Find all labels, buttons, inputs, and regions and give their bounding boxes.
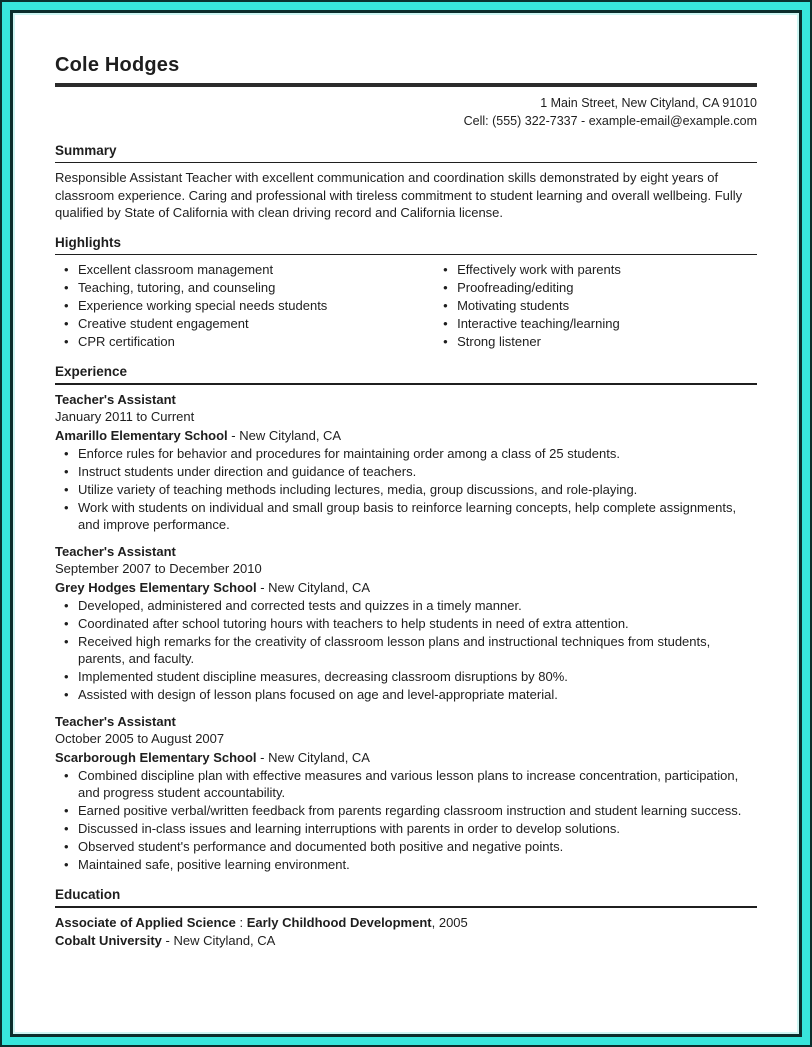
job-dates: September 2007 to December 2010 xyxy=(55,560,262,576)
summary-section xyxy=(55,143,757,222)
job-bullet: • Enforce rules for behavior and procedures for maintaining order among a class of 25 students. xyxy=(55,445,757,463)
highlights-right-list xyxy=(434,261,757,351)
job-title: Teacher's Assistant xyxy=(55,391,176,407)
experience-heading: Experience xyxy=(55,364,757,385)
job-title: Teacher's Assistant xyxy=(55,713,176,729)
job-bullet: • Maintained safe, positive learning environment. xyxy=(55,856,757,874)
contact-cell-email: Cell: (555) 322-7337 - example-email@example.com xyxy=(463,114,757,128)
job-bullet-list xyxy=(55,597,757,704)
highlights-section xyxy=(55,235,757,351)
job-bullet: • Instruct students under direction and guidance of teachers. xyxy=(55,463,757,481)
job-bullet-list xyxy=(55,767,757,874)
highlight-item: • Excellent classroom management xyxy=(55,261,434,279)
summary-heading: Summary xyxy=(55,143,757,163)
highlight-item: • Interactive teaching/learning xyxy=(434,315,757,333)
job-bullet: • Implemented student discipline measures, decreasing classroom disruptions by 80%. xyxy=(55,668,757,686)
name-divider xyxy=(55,83,757,87)
job-school-name: Scarborough Elementary School xyxy=(55,749,257,765)
summary-text: Responsible Assistant Teacher with excellent communication and coordination skills demonstrated by eight years of classroom experience. Caring and professional with tireless commitment to student learning and overall wellbeing. Fully qualified by State of California with clean driving record and California license. xyxy=(55,170,743,220)
job-bullet: • Assisted with design of lesson plans focused on age and level-appropriate material. xyxy=(55,686,757,704)
experience-section xyxy=(55,364,757,874)
highlights-left-list xyxy=(55,261,434,351)
job-school-line xyxy=(55,579,757,596)
highlights-columns xyxy=(55,261,757,351)
job-bullet: • Earned positive verbal/written feedback from parents regarding classroom instruction and student learning success. xyxy=(55,802,757,820)
highlight-item: • CPR certification xyxy=(55,333,434,351)
highlight-item: • Motivating students xyxy=(434,297,757,315)
highlight-item: • Strong listener xyxy=(434,333,757,351)
education-school-name: Cobalt University xyxy=(55,933,162,948)
education-school-location: - New Cityland, CA xyxy=(161,933,276,948)
job-school-line xyxy=(55,749,757,766)
job-bullet: • Developed, administered and corrected tests and quizzes in a timely manner. xyxy=(55,597,757,615)
contact-block xyxy=(55,94,757,130)
job-bullet: • Coordinated after school tutoring hours with teachers to help students in need of extra attention. xyxy=(55,615,757,633)
contact-address: 1 Main Street, New Cityland, CA 91010 xyxy=(540,96,757,110)
job-bullet-list xyxy=(55,445,757,534)
highlight-item: • Proofreading/editing xyxy=(434,279,757,297)
job-entry xyxy=(55,543,757,704)
job-school-line xyxy=(55,427,757,444)
education-section xyxy=(55,887,757,951)
job-bullet: • Work with students on individual and small group basis to reinforce learning concepts, help complete assignments, and improve performance. xyxy=(55,499,757,534)
job-bullet: • Discussed in-class issues and learning interruptions with parents in order to develop solutions. xyxy=(55,820,757,838)
job-school-name: Amarillo Elementary School xyxy=(55,427,228,443)
highlight-item: • Creative student engagement xyxy=(55,315,434,333)
job-dates: October 2005 to August 2007 xyxy=(55,730,225,746)
highlight-item: • Teaching, tutoring, and counseling xyxy=(55,279,434,297)
resume-name: Cole Hodges xyxy=(55,54,180,76)
degree-separator: : xyxy=(235,914,247,930)
job-location: - New Cityland, CA xyxy=(260,579,371,595)
degree-year: , 2005 xyxy=(431,914,468,930)
highlights-heading: Highlights xyxy=(55,235,757,255)
job-bullet: • Received high remarks for the creativity of classroom lesson plans and instructional techniques from students, parents, and faculty. xyxy=(55,633,757,668)
job-entry xyxy=(55,391,757,534)
highlight-item: • Experience working special needs students xyxy=(55,297,434,315)
job-dates: January 2011 to Current xyxy=(55,408,195,424)
job-school-name: Grey Hodges Elementary School xyxy=(55,579,257,595)
degree-field: Early Childhood Development xyxy=(246,914,432,930)
education-degree-line xyxy=(55,914,757,933)
job-bullet: • Observed student's performance and documented both positive and negative points. xyxy=(55,838,757,856)
job-bullet: • Combined discipline plan with effective measures and various lesson plans to increase concentration, participation, and progress student accountability. xyxy=(55,767,757,802)
resume-document xyxy=(13,13,799,1034)
job-location: - New Cityland, CA xyxy=(231,427,342,443)
education-heading: Education xyxy=(55,887,757,908)
job-title: Teacher's Assistant xyxy=(55,543,176,559)
education-school-line xyxy=(55,932,757,951)
job-entry xyxy=(55,713,757,874)
degree-name: Associate of Applied Science xyxy=(55,914,236,930)
job-location: - New Cityland, CA xyxy=(260,749,370,765)
job-bullet: • Utilize variety of teaching methods including lectures, media, group discussions, and role-playing. xyxy=(55,481,757,499)
highlight-item: • Effectively work with parents xyxy=(434,261,757,279)
